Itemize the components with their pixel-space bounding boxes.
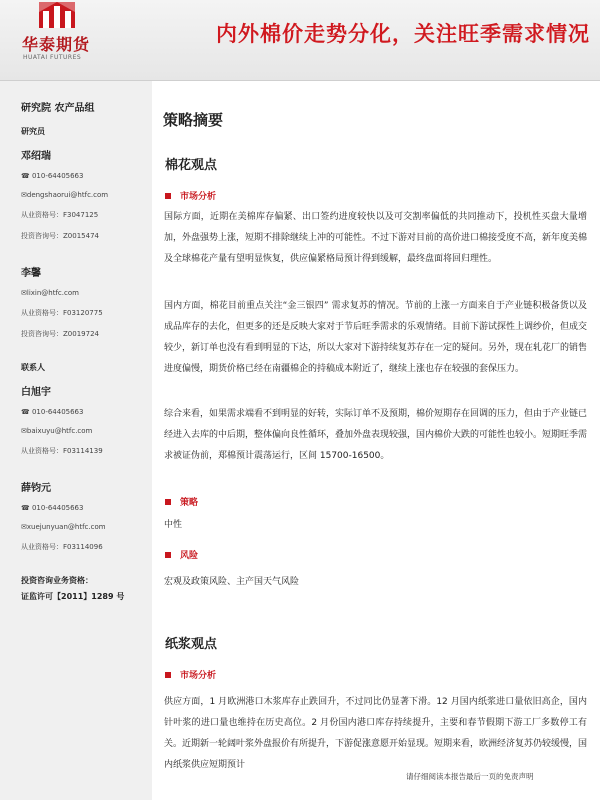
analyst-name: 李馨 xyxy=(21,268,41,279)
mail-icon: ✉ xyxy=(21,427,27,435)
report-title: 内外棉价走势分化，关注旺季需求情况 xyxy=(216,22,590,46)
contact-qualification: 从业资格号：F03114096 xyxy=(21,543,103,551)
analyst-invest-no: 投资咨询号：Z0019724 xyxy=(21,330,99,338)
logo-english-name: HUATAI FUTURES xyxy=(23,54,82,61)
license-title: 投资咨询业务资格： xyxy=(21,576,93,585)
license-number: 证监许可【2011】1289 号 xyxy=(21,592,125,601)
mail-icon: ✉ xyxy=(21,523,27,531)
cotton-paragraph-international: 国际方面，近期在美棉库存偏紧、出口签约进度较快以及可交割率偏低的共同推动下，投机性买盘大量增加，外盘强势上涨，短期不排除继续上冲的可能性。不过下游对目前的高价进口棉接受度不高，新年度美棉及全球棉花产量有望明显恢复，供应偏紧格局预计得到缓解，最终盘面将回归理性。 xyxy=(164,212,588,264)
cotton-market-heading: 市场分析 xyxy=(165,189,216,202)
cotton-risk-heading: 风险 xyxy=(165,548,198,561)
analyst-phone: ☎ 010-64405663 xyxy=(21,172,84,180)
bullet-square-icon xyxy=(165,672,171,678)
contact-name: 薛钧元 xyxy=(21,483,51,494)
analyst-name: 邓绍瑞 xyxy=(21,151,51,162)
mail-icon: ✉ xyxy=(21,289,27,297)
cotton-strategy-heading: 策略 xyxy=(165,495,198,508)
analyst-email[interactable]: ✉lixin@htfc.com xyxy=(21,289,79,297)
main-content xyxy=(153,81,600,800)
contact-label: 联系人 xyxy=(21,363,45,372)
phone-icon: ☎ xyxy=(21,408,32,416)
report-header xyxy=(0,0,600,81)
bullet-square-icon xyxy=(165,552,171,558)
mail-icon: ✉ xyxy=(21,191,27,199)
research-group: 研究院 农产品组 xyxy=(21,103,95,114)
cotton-strategy: 中性 xyxy=(164,520,183,530)
analyst-email[interactable]: ✉dengshaorui@htfc.com xyxy=(21,191,109,199)
contact-qualification: 从业资格号：F03114139 xyxy=(21,447,103,455)
analyst-invest-no: 投资咨询号：Z0015474 xyxy=(21,232,99,240)
pulp-paragraph-supply: 供应方面，1 月欧洲港口木浆库存止跌回升，不过同比仍显著下滑。12 月国内纸浆进口量依旧高企，国内针叶浆的进口量也维持在历史高位。2 月份国内港口库存持续提升，主要和春节假期下游工厂多数停工有关。近期新一轮阔叶浆外盘报价有所提升，下游促涨意愿开始显现。短期来看，欧洲经济复苏仍较缓慢，国内纸浆供应短期预计 xyxy=(164,697,588,770)
footer-disclaimer: 请仔细阅读本报告最后一页的免责声明 xyxy=(406,772,534,781)
cotton-heading: 棉花观点 xyxy=(165,158,218,173)
contact-name: 白旭宇 xyxy=(21,387,51,398)
cotton-paragraph-summary: 综合来看，如果需求端看不到明显的好转，实际订单不及预期，棉价短期存在回调的压力，但由于产业链已经进入去库的中后期，整体偏向良性循环，叠加外盘表现较强，国内棉价大跌的可能性也较小。短期旺季需求被证伪前，郑棉预计震荡运行，区间 15700-16500。 xyxy=(164,409,588,461)
analyst-qualification: 从业资格号：F3047125 xyxy=(21,211,99,219)
contact-phone: ☎ 010-64405663 xyxy=(21,504,84,512)
pulp-heading: 纸浆观点 xyxy=(165,637,218,652)
contact-email[interactable]: ✉xuejunyuan@htfc.com xyxy=(21,523,106,531)
phone-icon: ☎ xyxy=(21,504,32,512)
pulp-market-heading: 市场分析 xyxy=(165,668,216,681)
bullet-square-icon xyxy=(165,499,171,505)
logo-chinese-name: 华泰期货 xyxy=(22,35,91,54)
page-title: 策略摘要 xyxy=(163,111,224,129)
company-logo xyxy=(22,2,92,62)
contact-phone: ☎ 010-64405663 xyxy=(21,408,84,416)
author-sidebar xyxy=(0,81,152,800)
logo-mark-icon xyxy=(39,2,75,28)
cotton-paragraph-domestic: 国内方面，棉花目前重点关注“金三银四” 需求复苏的情况。节前的上涨一方面来自于产业链积极备货以及成品库存的去化，但更多的还是反映大家对于节后旺季需求的乐观情绪。目前下游试探性上调纱价，但成交较少，新订单也没有看到明显的下达，所以大家对下游持续复苏存在一定的疑问。另外，现在轧花厂的销售进度偏慢，期货价格已经在南疆棉企的持稿成本附近了，继续上涨也存在较强的套保压力。 xyxy=(164,301,588,374)
phone-icon: ☎ xyxy=(21,172,32,180)
bullet-square-icon xyxy=(165,193,171,199)
analyst-label: 研究员 xyxy=(21,127,45,136)
cotton-risk: 宏观及政策风险、主产国天气风险 xyxy=(164,577,300,587)
analyst-qualification: 从业资格号：F03120775 xyxy=(21,309,103,317)
contact-email[interactable]: ✉baixuyu@htfc.com xyxy=(21,427,93,435)
